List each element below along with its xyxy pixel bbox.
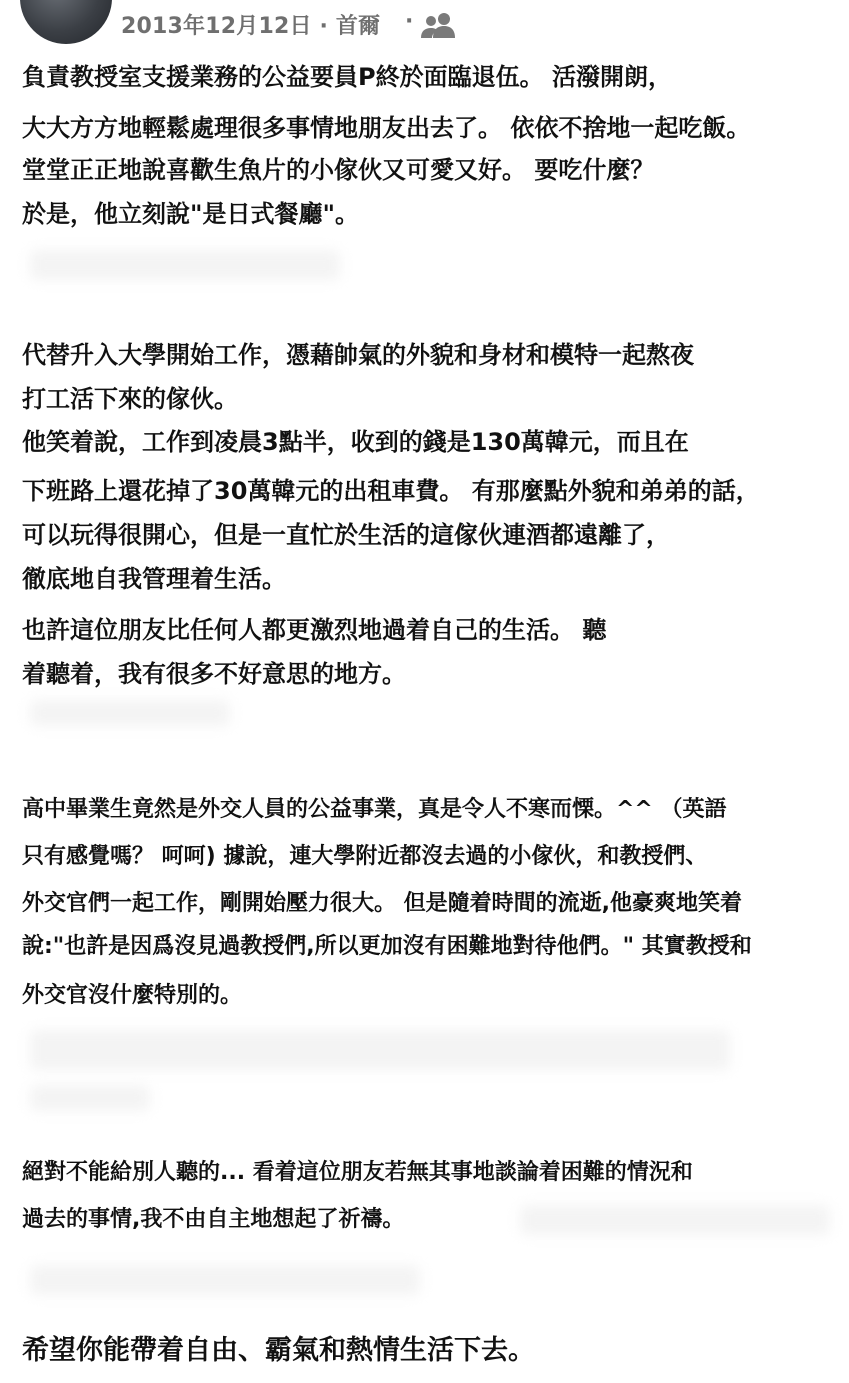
post-text-line: 於是，他立刻說"是日式餐廳"。 xyxy=(22,200,360,228)
post-closing-line: 希望你能帶着自由、霸氣和熱情生活下去。 xyxy=(22,1335,535,1366)
post-text-line: 過去的事情,我不由自主地想起了祈禱。 xyxy=(22,1207,405,1232)
post-text-line: 高中畢業生竟然是外交人員的公益事業，真是令人不寒而慄。^^ （英語 xyxy=(22,797,727,822)
background-artifact xyxy=(520,1205,830,1235)
post-text-line: 也許這位朋友比任何人都更激烈地過着自己的生活。 聽 xyxy=(22,616,607,644)
background-artifact xyxy=(30,1030,730,1070)
background-artifact xyxy=(30,1085,150,1111)
post-text-line: 絕對不能給別人聽的... 看着這位朋友若無其事地談論着困難的情況和 xyxy=(22,1160,693,1185)
background-artifact xyxy=(30,1265,420,1295)
post-header xyxy=(0,0,849,50)
post-text-line: 代替升入大學開始工作，憑藉帥氣的外貌和身材和模特一起熬夜 xyxy=(22,341,694,369)
friends-icon[interactable] xyxy=(421,12,457,38)
post-text-line: 打工活下來的傢伙。 xyxy=(22,385,238,413)
background-artifact xyxy=(30,250,340,280)
post-text-line: 他笑着說，工作到凌晨3點半，收到的錢是130萬韓元，而且在 xyxy=(22,428,689,456)
post-text-line: 可以玩得很開心，但是一直忙於生活的這傢伙連酒都遠離了， xyxy=(22,521,670,549)
post-text-line: 下班路上還花掉了30萬韓元的出租車費。 有那麼點外貌和弟弟的話， xyxy=(22,477,760,505)
post-text-line: 外交官們一起工作，剛開始壓力很大。 但是隨着時間的流逝,他豪爽地笑着 xyxy=(22,891,743,916)
post-text-line: 堂堂正正地說喜歡生魚片的小傢伙又可愛又好。 要吃什麼？ xyxy=(22,156,655,184)
meta-separator: · xyxy=(405,9,414,34)
post-text-line: 說:"也許是因爲沒見過教授們,所以更加沒有困難地對待他們。" 其實教授和 xyxy=(22,934,752,959)
post-text-line: 徹底地自我管理着生活。 xyxy=(22,565,286,593)
background-artifact xyxy=(30,700,230,726)
post-text-line: 着聽着，我有很多不好意思的地方。 xyxy=(22,660,406,688)
avatar[interactable] xyxy=(20,0,112,44)
post-date-location[interactable]: 2013年12月12日 · 首爾 xyxy=(121,14,381,39)
post-text-line: 負責教授室支援業務的公益要員P終於面臨退伍。 活潑開朗， xyxy=(22,63,672,91)
post-text-line: 只有感覺嗎？ 呵呵) 據說，連大學附近都沒去過的小傢伙，和教授們、 xyxy=(22,844,708,869)
post-text-line: 外交官沒什麼特別的。 xyxy=(22,983,243,1008)
post-text-line: 大大方方地輕鬆處理很多事情地朋友出去了。 依依不捨地一起吃飯。 xyxy=(22,114,751,142)
